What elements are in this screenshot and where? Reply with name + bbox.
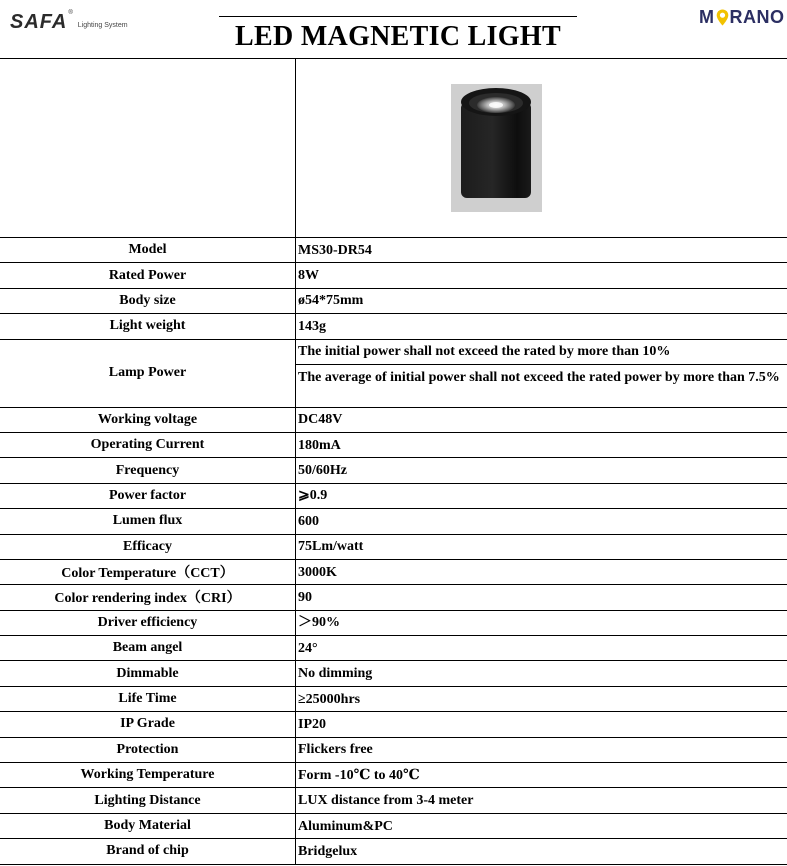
image-row-value-cell (296, 59, 787, 237)
spec-label: Life Time (0, 687, 296, 711)
spec-value: The average of initial power shall not exceed the rated power by more than 7.5% (298, 369, 780, 385)
spec-value: IP20 (298, 716, 326, 732)
product-photo (451, 84, 542, 212)
spec-label: Operating Current (0, 433, 296, 457)
spec-value: 143g (298, 318, 326, 334)
spec-value: ⩾0.9 (298, 488, 328, 504)
spec-label: Frequency (0, 458, 296, 482)
spec-row (0, 585, 787, 610)
spec-row (0, 788, 787, 813)
spec-value: 24° (298, 640, 318, 656)
lamp-power-values (296, 340, 787, 407)
spec-row (0, 661, 787, 686)
safa-logo-text: SAFA (10, 11, 68, 33)
spec-value: Bridgelux (298, 843, 358, 859)
spec-label: Lighting Distance (0, 788, 296, 812)
spec-row (0, 560, 787, 585)
spec-label: Body Material (0, 814, 296, 838)
morano-logo (699, 6, 785, 28)
spec-label: Lumen flux (0, 509, 296, 533)
spec-value: Aluminum&PC (298, 818, 393, 834)
spec-label: Power factor (0, 484, 296, 508)
spec-label: Color Temperature（CCT） (0, 560, 296, 584)
spec-label: Lamp Power (0, 340, 296, 407)
spec-value: LUX distance from 3-4 meter (298, 793, 474, 809)
spec-value: 3000K (298, 564, 337, 580)
location-pin-icon (716, 9, 729, 26)
page-title: LED MAGNETIC LIGHT (235, 21, 561, 52)
spec-value: DC48V (298, 412, 343, 428)
cylinder-downlight-photo-icon (451, 84, 542, 212)
title-rule (219, 16, 577, 17)
spec-label: IP Grade (0, 712, 296, 736)
spec-label: Color rendering index（CRI） (0, 585, 296, 609)
spec-value: MS30-DR54 (298, 242, 372, 258)
spec-label: Working Temperature (0, 763, 296, 787)
morano-logo-text-start: M (699, 6, 715, 27)
spec-value: ＞90% (298, 615, 340, 631)
registered-mark: ® (68, 10, 73, 16)
spec-value: ≥25000hrs (298, 691, 361, 707)
spec-row (0, 712, 787, 737)
spec-label: Model (0, 238, 296, 262)
spec-row (0, 458, 787, 483)
spec-row (0, 687, 787, 712)
safa-logo (10, 10, 128, 32)
spec-label: Efficacy (0, 535, 296, 559)
spec-label: Brand of chip (0, 839, 296, 863)
spec-value: 600 (298, 513, 319, 529)
spec-value: Form -10℃ to 40℃ (298, 767, 420, 783)
spec-value: 180mA (298, 437, 341, 453)
spec-row (0, 238, 787, 263)
spec-label: Body size (0, 289, 296, 313)
spec-row (0, 535, 787, 560)
spec-row (0, 289, 787, 314)
spec-row (0, 636, 787, 661)
spec-value: 90 (298, 589, 312, 605)
spec-row (0, 433, 787, 458)
spec-row (0, 484, 787, 509)
image-row-label-cell (0, 59, 296, 237)
spec-value: The initial power shall not exceed the rated by more than 10% (296, 340, 787, 365)
spec-label: Beam angel (0, 636, 296, 660)
safa-tagline: Lighting System (77, 22, 128, 29)
spec-row (0, 408, 787, 433)
spec-label: Working voltage (0, 408, 296, 432)
spec-row (0, 763, 787, 788)
spec-value: No dimming (298, 666, 373, 682)
spec-row (0, 738, 787, 763)
spec-label: Rated Power (0, 263, 296, 287)
spec-label: Light weight (0, 314, 296, 338)
spec-row (0, 611, 787, 636)
spec-row (0, 314, 787, 339)
spec-value: Flickers free (298, 742, 373, 758)
spec-label: Protection (0, 738, 296, 762)
spec-value: ø54*75mm (298, 293, 364, 309)
document-header (0, 0, 787, 58)
spec-label: Dimmable (0, 661, 296, 685)
image-row (0, 59, 787, 238)
lamp-power-row (0, 340, 787, 408)
spec-value: 50/60Hz (298, 463, 347, 479)
spec-row (0, 509, 787, 534)
spec-row (0, 263, 787, 288)
spec-value: 8W (298, 268, 319, 284)
spec-label: Driver efficiency (0, 611, 296, 635)
spec-row (0, 839, 787, 864)
spec-row (0, 814, 787, 839)
morano-logo-text-end: RANO (729, 6, 785, 27)
spec-table (0, 58, 787, 865)
spec-value: 75Lm/watt (298, 539, 364, 555)
